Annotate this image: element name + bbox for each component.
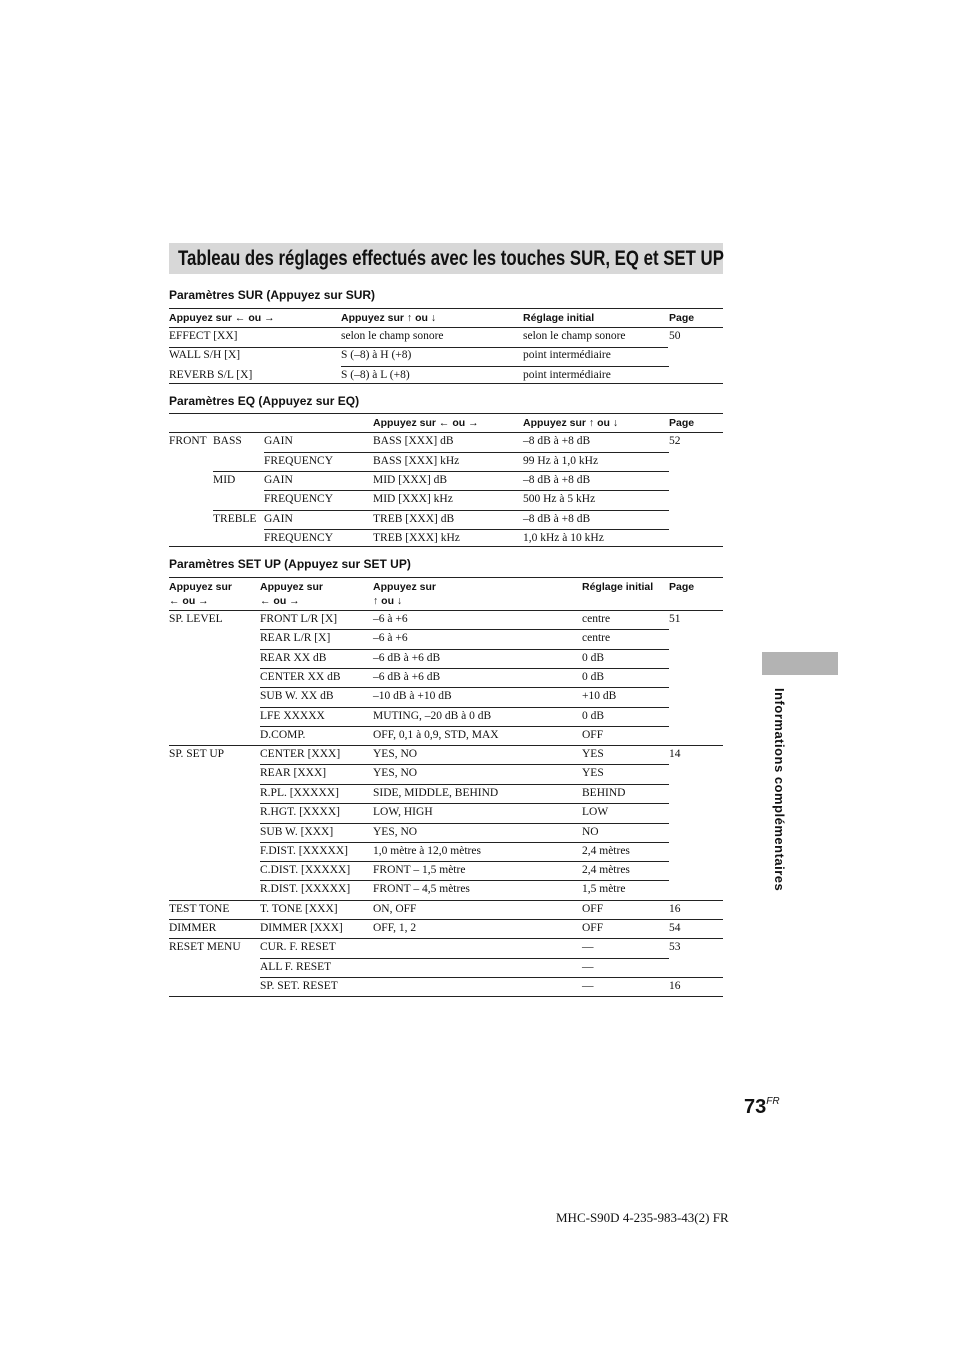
- setup-header-4: Réglage initial: [582, 581, 654, 593]
- setup-cell: OFF, 0,1 à 0,9, STD, MAX: [373, 729, 499, 741]
- setup-header-1a: Appuyez sur: [169, 581, 233, 593]
- eq-header-3: Page: [669, 417, 695, 429]
- setup-cell: YES, NO: [373, 826, 418, 838]
- setup-cell: 51: [669, 613, 681, 625]
- setup-header-1b: ← ou →: [169, 595, 209, 607]
- setup-top-rule: [169, 577, 723, 578]
- setup-cell: centre: [582, 632, 611, 644]
- eq-cell: 500 Hz à 5 kHz: [523, 493, 596, 505]
- setup-row-rule: [260, 726, 669, 727]
- eq-cell: FREQUENCY: [264, 455, 334, 467]
- eq-header-rule: [169, 432, 723, 433]
- setup-cell: –10 dB à +10 dB: [373, 690, 452, 702]
- setup-cell: NO: [582, 826, 599, 838]
- setup-row-rule: [260, 823, 669, 824]
- page-title: Tableau des réglages effectués avec les touches SUR, EQ et SET UP: [178, 247, 724, 270]
- setup-cell: BEHIND: [582, 787, 626, 799]
- setup-row-rule: [260, 861, 669, 862]
- setup-cell: ALL F. RESET: [260, 961, 332, 973]
- setup-cell: OFF: [582, 729, 604, 741]
- setup-header-2b: ← ou →: [260, 595, 300, 607]
- setup-cell: YES, NO: [373, 767, 418, 779]
- page-number-value: 73: [744, 1096, 767, 1118]
- setup-cell: LOW: [582, 806, 609, 818]
- sur-cell: S (–8) à H (+8): [341, 349, 412, 361]
- setup-cell: REAR [XXX]: [260, 767, 327, 779]
- setup-cell: +10 dB: [582, 690, 617, 702]
- setup-cell: YES: [582, 767, 604, 779]
- eq-cell: BASS [XXX] kHz: [373, 455, 460, 467]
- sur-cell: point intermédiaire: [523, 369, 611, 381]
- setup-cell: YES, NO: [373, 748, 418, 760]
- setup-cell: —: [582, 941, 594, 953]
- setup-cell: R.DIST. [XXXXX]: [260, 883, 351, 895]
- setup-cell: SUB W. XX dB: [260, 690, 334, 702]
- eq-row-rule: [169, 546, 723, 547]
- setup-row-rule: [260, 668, 669, 669]
- setup-row-rule: [260, 687, 669, 688]
- sur-cell: WALL S/H [X]: [169, 349, 241, 361]
- eq-cell: MID [XXX] kHz: [373, 493, 453, 505]
- eq-row-rule: [264, 490, 669, 491]
- setup-cell: –6 dB à +6 dB: [373, 671, 441, 683]
- setup-cell: –6 dB à +6 dB: [373, 652, 441, 664]
- setup-cell: D.COMP.: [260, 729, 306, 741]
- sur-header-4: Page: [669, 312, 695, 324]
- eq-cell: 99 Hz à 1,0 kHz: [523, 455, 599, 467]
- setup-row-rule: [260, 629, 669, 630]
- setup-cell: FRONT L/R [X]: [260, 613, 338, 625]
- sur-header-2: Appuyez sur ↑ ou ↓: [341, 312, 437, 324]
- eq-top-rule: [169, 413, 723, 414]
- sur-row-rule: [341, 366, 669, 367]
- setup-cell: OFF: [582, 922, 604, 934]
- eq-cell: 1,0 kHz à 10 kHz: [523, 532, 604, 544]
- setup-cell: T. TONE [XXX]: [260, 903, 338, 915]
- sur-cell: selon le champ sonore: [523, 330, 626, 342]
- setup-cell: OFF, 1, 2: [373, 922, 417, 934]
- footer-model: MHC-S90D 4-235-983-43(2) FR: [556, 1210, 729, 1225]
- setup-row-rule: [260, 649, 669, 650]
- sur-cell: REVERB S/L [X]: [169, 369, 253, 381]
- setup-row-rule: [169, 745, 723, 746]
- sur-cell: S (–8) à L (+8): [341, 369, 410, 381]
- setup-cell: 14: [669, 748, 681, 760]
- page-number: [744, 1096, 780, 1119]
- setup-row-rule: [169, 996, 723, 997]
- sur-header-1: Appuyez sur ← ou →: [169, 312, 275, 324]
- setup-cell: SP. SET UP: [169, 748, 225, 760]
- setup-header-rule: [169, 610, 723, 611]
- setup-cell: LOW, HIGH: [373, 806, 433, 818]
- setup-row-rule: [260, 842, 669, 843]
- setup-cell: REAR L/R [X]: [260, 632, 331, 644]
- setup-cell: FRONT – 4,5 mètres: [373, 883, 470, 895]
- eq-cell: MID: [213, 474, 236, 486]
- setup-row-rule: [169, 919, 723, 920]
- setup-cell: SP. SET. RESET: [260, 980, 338, 992]
- sur-top-rule: [169, 308, 723, 309]
- setup-cell: 16: [669, 980, 681, 992]
- eq-cell: TREB [XXX] kHz: [373, 532, 460, 544]
- setup-row-rule: [260, 803, 669, 804]
- setup-row-rule: [260, 977, 723, 978]
- eq-cell: GAIN: [264, 513, 293, 525]
- setup-cell: —: [582, 961, 594, 973]
- eq-cell: GAIN: [264, 435, 293, 447]
- setup-cell: 54: [669, 922, 681, 934]
- setup-cell: —: [582, 980, 594, 992]
- eq-cell: –8 dB à +8 dB: [523, 435, 591, 447]
- setup-cell: 53: [669, 941, 681, 953]
- eq-cell: FREQUENCY: [264, 532, 334, 544]
- setup-cell: 1,5 mètre: [582, 883, 626, 895]
- sur-header-rule: [169, 327, 723, 328]
- setup-cell: SIDE, MIDDLE, BEHIND: [373, 787, 499, 799]
- eq-row-rule: [264, 529, 669, 530]
- setup-cell: 2,4 mètres: [582, 845, 630, 857]
- setup-heading: Paramètres SET UP (Appuyez sur SET UP): [169, 557, 411, 571]
- setup-row-rule: [260, 880, 669, 881]
- eq-cell: TREB [XXX] dB: [373, 513, 455, 525]
- setup-cell: REAR XX dB: [260, 652, 327, 664]
- sur-cell: EFFECT [XX]: [169, 330, 238, 342]
- setup-header-3b: ↑ ou ↓: [373, 595, 403, 607]
- eq-row-rule: [264, 452, 669, 453]
- eq-row-rule: [213, 510, 669, 511]
- setup-header-5: Page: [669, 581, 695, 593]
- setup-row-rule: [260, 784, 669, 785]
- eq-cell: –8 dB à +8 dB: [523, 474, 591, 486]
- sur-cell: point intermédiaire: [523, 349, 611, 361]
- eq-cell: –8 dB à +8 dB: [523, 513, 591, 525]
- sur-header-3: Réglage initial: [523, 312, 595, 324]
- setup-header-3a: Appuyez sur: [373, 581, 437, 593]
- setup-cell: R.PL. [XXXXX]: [260, 787, 339, 799]
- setup-cell: F.DIST. [XXXXX]: [260, 845, 348, 857]
- sur-cell: 50: [669, 330, 681, 342]
- sur-row-rule: [169, 383, 723, 384]
- eq-cell: FREQUENCY: [264, 493, 334, 505]
- setup-row-rule: [260, 707, 669, 708]
- setup-row-rule: [260, 958, 669, 959]
- setup-cell: OFF: [582, 903, 604, 915]
- eq-row-rule: [213, 471, 669, 472]
- setup-cell: CENTER [XXX]: [260, 748, 341, 760]
- side-tab-label: Informations complémentaires: [772, 688, 787, 892]
- setup-cell: RESET MENU: [169, 941, 241, 953]
- sur-cell: selon le champ sonore: [341, 330, 444, 342]
- eq-cell: FRONT: [169, 435, 207, 447]
- eq-header-2: Appuyez sur ↑ ou ↓: [523, 417, 619, 429]
- setup-cell: YES: [582, 748, 604, 760]
- setup-cell: 0 dB: [582, 710, 605, 722]
- page-number-suffix: FR: [766, 1096, 780, 1107]
- eq-cell: MID [XXX] dB: [373, 474, 448, 486]
- eq-cell: 52: [669, 435, 681, 447]
- side-tab-marker: [762, 652, 838, 675]
- setup-cell: SUB W. [XXX]: [260, 826, 334, 838]
- setup-cell: MUTING, –20 dB à 0 dB: [373, 710, 492, 722]
- setup-cell: CUR. F. RESET: [260, 941, 336, 953]
- eq-cell: BASS: [213, 435, 242, 447]
- setup-cell: 0 dB: [582, 671, 605, 683]
- setup-cell: centre: [582, 613, 611, 625]
- setup-cell: 1,0 mètre à 12,0 mètres: [373, 845, 481, 857]
- sur-row-rule: [169, 347, 668, 348]
- setup-row-rule: [169, 938, 723, 939]
- setup-header-2a: Appuyez sur: [260, 581, 324, 593]
- setup-cell: 16: [669, 903, 681, 915]
- setup-cell: –6 à +6: [373, 632, 408, 644]
- eq-cell: GAIN: [264, 474, 293, 486]
- eq-header-1: Appuyez sur ← ou →: [373, 417, 479, 429]
- setup-cell: CENTER XX dB: [260, 671, 341, 683]
- setup-cell: 2,4 mètres: [582, 864, 630, 876]
- setup-row-rule: [260, 764, 669, 765]
- setup-cell: FRONT – 1,5 mètre: [373, 864, 466, 876]
- eq-heading: Paramètres EQ (Appuyez sur EQ): [169, 394, 360, 408]
- setup-row-rule: [169, 900, 723, 901]
- setup-cell: ON, OFF: [373, 903, 417, 915]
- setup-cell: DIMMER [XXX]: [260, 922, 343, 934]
- setup-cell: 0 dB: [582, 652, 605, 664]
- setup-cell: R.HGT. [XXXX]: [260, 806, 340, 818]
- setup-cell: LFE XXXXX: [260, 710, 325, 722]
- eq-cell: BASS [XXX] dB: [373, 435, 454, 447]
- eq-cell: TREBLE: [213, 513, 257, 525]
- setup-cell: DIMMER: [169, 922, 217, 934]
- setup-cell: –6 à +6: [373, 613, 408, 625]
- setup-cell: TEST TONE: [169, 903, 230, 915]
- sur-heading: Paramètres SUR (Appuyez sur SUR): [169, 288, 376, 302]
- setup-cell: SP. LEVEL: [169, 613, 223, 625]
- setup-cell: C.DIST. [XXXXX]: [260, 864, 351, 876]
